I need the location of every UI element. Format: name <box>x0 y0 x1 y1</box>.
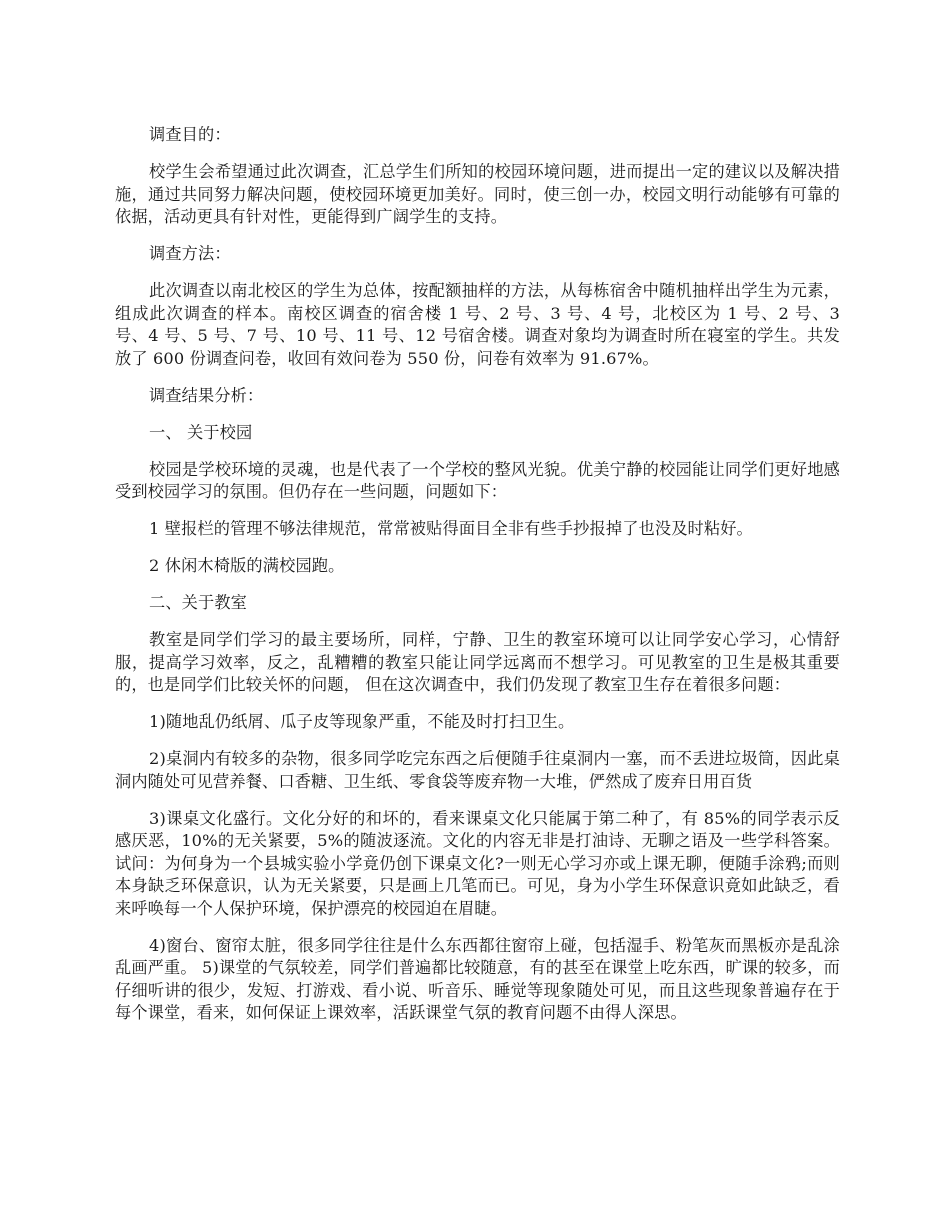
paragraph-campus: 校园是学校环境的灵魂，也是代表了一个学校的整风光貌。优美宁静的校园能让同学们更好地感受到校园学习的氛围。但仍存在一些问题，问题如下： <box>115 459 840 501</box>
classroom-issue-2: 2)桌洞内有较多的杂物，很多同学吃完东西之后便随手往桌洞内一塞，而不丢进垃圾筒，因此桌洞内随处可见营养餐、口香糖、卫生纸、零食袋等废弃物一大堆，俨然成了废弃日用百货 <box>115 749 840 791</box>
heading-purpose: 调查目的： <box>149 125 231 144</box>
paragraph-method: 此次调查以南北校区的学生为总体，按配额抽样的方法，从每栋宿舍中随机抽样出学生为元素，组成此次调查的样本。南校区调查的宿舍楼 1 号、2 号、3 号、4 号，北校区为 1 号、2 号、3 号、4 号、5 号、7 号、10 号、11 号、12 号宿舍楼。调查对象均为调查时所在寝室的学生。共发放了 600 份调查问卷，收回有效问卷为 550 份，问卷有效率为 91.67%。 <box>115 281 840 368</box>
campus-issue-1: 1 壁报栏的管理不够法律规范，常常被贴得面目全非有些手抄报掉了也没及时粘好。 <box>149 519 753 538</box>
section-campus-heading: 一、 关于校园 <box>149 422 253 442</box>
paragraph-classroom: 教室是同学们学习的最主要场所，同样，宁静、卫生的教室环境可以让同学安心学习，心情舒服，提高学习效率，反之，乱糟糟的教室只能让同学远离而不想学习。可见教室的卫生是极其重要的，也是同学们比较关怀的问题， 但在这次调查中，我们仍发现了教室卫生存在着很多问题： <box>115 630 840 694</box>
classroom-issue-1: 1)随地乱仍纸屑、瓜子皮等现象严重，不能及时打扫卫生。 <box>149 712 575 731</box>
section-classroom-heading: 二、关于教室 <box>149 593 248 612</box>
document-body <box>115 124 840 1039</box>
classroom-issue-4-5: 4)窗台、窗帘太脏，很多同学往往是什么东西都往窗帘上碰，包括湿手、粉笔灰而黑板亦是乱涂乱画严重。 5)课堂的气氛较差，同学们普遍都比较随意，有的甚至在课堂上吃东西，旷课的较多，而仔细听讲的很少，发短、打游戏、看小说、听音乐、睡觉等现象随处可见，而且这些现象普遍存在于每个课堂，看来，如何保证上课效率，活跃课堂气氛的教育问题不由得人深思。 <box>115 935 840 1022</box>
heading-results: 调查结果分析： <box>149 385 264 405</box>
heading-method: 调查方法： <box>149 244 231 263</box>
classroom-issue-3: 3)课桌文化盛行。文化分好的和坏的，看来课桌文化只能属于第二种了，有 85%的同学表示反感厌恶，10%的无关紧要，5%的随波逐流。文化的内容无非是打油诗、无聊之语及一些学科答案。试问：为何身为一个县城实验小学竟仍创下课桌文化?一则无心学习亦或上课无聊，便随手涂鸦;而则本身缺乏环保意识，认为无关紧要，只是画上几笔而已。可见，身为小学生环保意识竟如此缺乏，看来呼唤每一个人保护环境，保护漂亮的校园迫在眉睫。 <box>115 808 840 918</box>
paragraph-purpose: 校学生会希望通过此次调查，汇总学生们所知的校园环境问题，进而提出一定的建议以及解决措施，通过共同努力解决问题，使校园环境更加美好。同时，使三创一办，校园文明行动能够有可靠的依据，活动更具有针对性，更能得到广阔学生的支持。 <box>115 162 840 226</box>
campus-issue-2: 2 休闲木椅版的满校园跑。 <box>149 556 345 575</box>
